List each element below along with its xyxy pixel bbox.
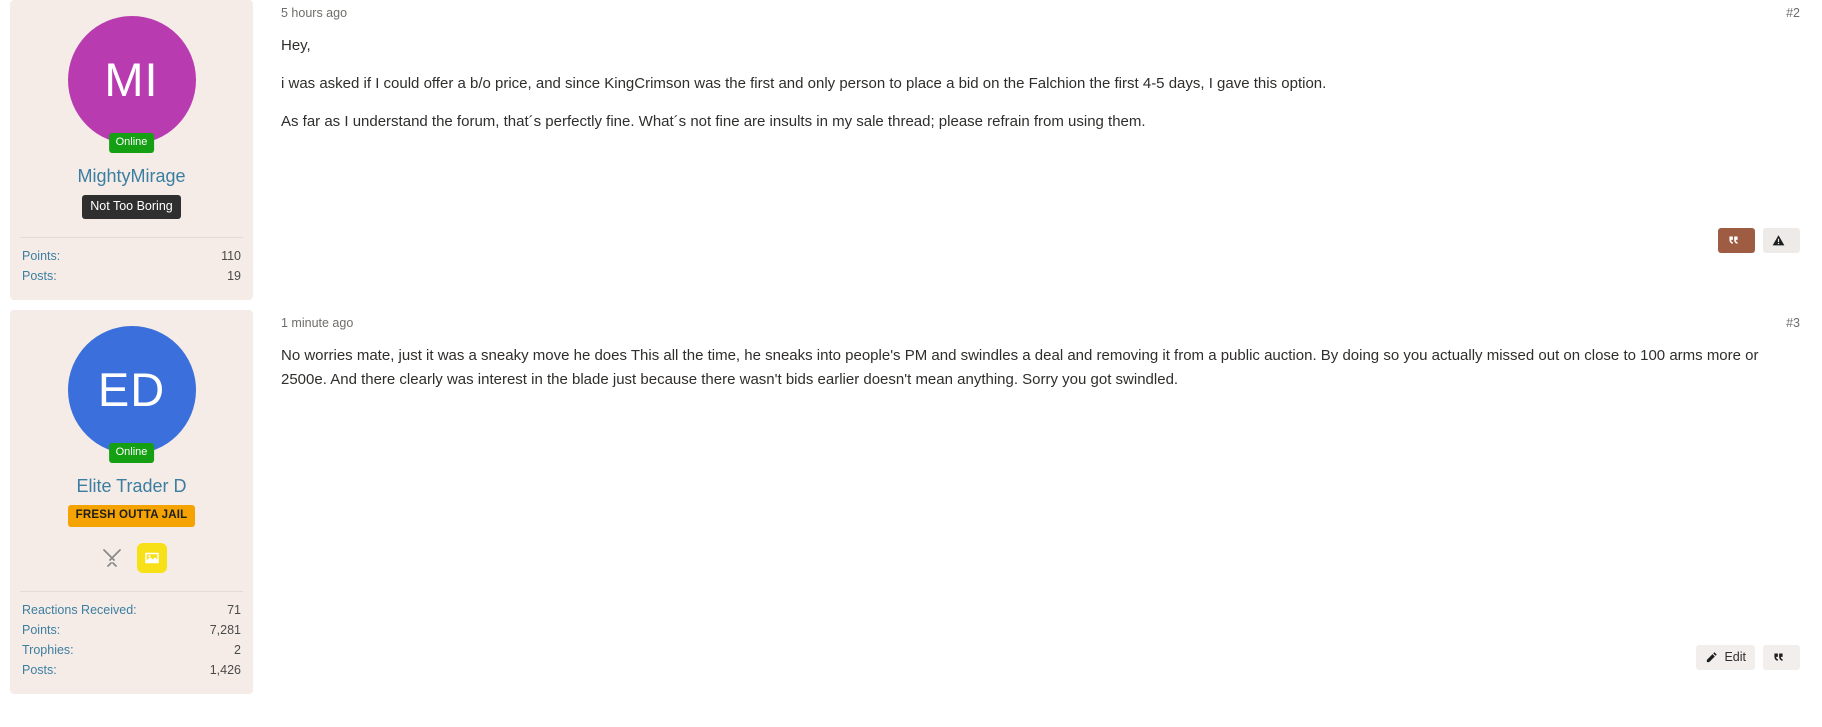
post-item [0, 310, 1822, 695]
stat-label: Points: [22, 248, 61, 263]
stat-label: Points: [22, 623, 61, 637]
stat-row [20, 600, 243, 620]
stat-label: Trophies: [22, 643, 74, 657]
post-header [281, 310, 1800, 330]
user-title-badge: FRESH OUTTA JAIL [68, 505, 196, 528]
post-paragraph: No worries mate, just it was a sneaky move he does This all the time, he sneaks into people's PM and swindles a deal and removing it from a public auction. By doing so you actually missed out on close to 100 arms more or 2500e. And there clearly was interest in the blade just because there wasn't bids earlier doesn't mean anything. Sorry you got swindled. [281, 346, 1759, 389]
stat-row [20, 640, 243, 660]
avatar[interactable]: MI [68, 16, 196, 144]
post-date[interactable]: 5 hours ago [281, 6, 348, 20]
post-paragraph: i was asked if I could offer a b/o price, and since KingCrimson was the first and only person to place a bid on the Falchion the first 4-5 days, I gave this option. [281, 74, 1327, 92]
report-button[interactable] [1763, 228, 1800, 253]
stat-row [20, 660, 243, 680]
quote-button[interactable] [1763, 645, 1800, 670]
avatar-wrapper [68, 16, 196, 148]
stat-value: 19 [227, 268, 241, 283]
post-number[interactable]: #3 [1786, 315, 1800, 330]
stat-row [20, 266, 243, 286]
pencil-icon [1705, 651, 1718, 664]
stat-value: 71 [227, 603, 241, 617]
post-paragraph: Hey, [281, 37, 311, 54]
stat-label: Posts: [22, 663, 57, 677]
quote-icon [1727, 234, 1740, 247]
avatar[interactable]: ED [68, 326, 196, 454]
swords-icon[interactable] [97, 543, 127, 573]
stat-label: Reactions Received: [22, 603, 137, 617]
stat-value: 1,426 [209, 663, 241, 677]
edit-button-label: Edit [1724, 649, 1746, 664]
post-date[interactable]: 1 minute ago [281, 315, 354, 330]
quote-icon [1772, 651, 1785, 664]
warning-icon [1772, 234, 1785, 247]
user-stats [20, 591, 243, 680]
quote-button[interactable] [1718, 228, 1755, 253]
online-status-badge: Online [109, 133, 155, 153]
stat-label: Posts: [22, 268, 57, 283]
post-paragraph: As far as I understand the forum, that´s perfectly fine. What´s not fine are insults in my sale thread; please refrain from using them. [281, 112, 1146, 130]
stat-value: 7,281 [209, 623, 241, 637]
stat-value: 2 [234, 643, 241, 657]
post-actions [1718, 228, 1800, 253]
user-badges [20, 543, 243, 573]
post-message [281, 344, 1800, 394]
user-title-badge: Not Too Boring [82, 195, 180, 219]
online-status-badge: Online [109, 443, 155, 463]
post-message [281, 34, 1800, 134]
post-item [0, 0, 1822, 300]
post-header [281, 0, 1800, 20]
image-badge-icon[interactable] [137, 543, 167, 573]
post-content [253, 310, 1822, 685]
stat-row [20, 620, 243, 640]
user-stats [20, 237, 243, 286]
post-actions [1696, 645, 1800, 670]
post-number[interactable]: #2 [1786, 6, 1800, 20]
user-card [10, 0, 253, 300]
stat-row [20, 246, 243, 266]
user-card [10, 310, 253, 695]
stat-value: 110 [221, 248, 241, 263]
post-content [253, 0, 1822, 290]
edit-button[interactable] [1696, 645, 1755, 670]
avatar-wrapper [68, 326, 196, 458]
username-link[interactable]: MightyMirage [77, 166, 186, 186]
username-link[interactable]: Elite Trader D [76, 475, 187, 496]
